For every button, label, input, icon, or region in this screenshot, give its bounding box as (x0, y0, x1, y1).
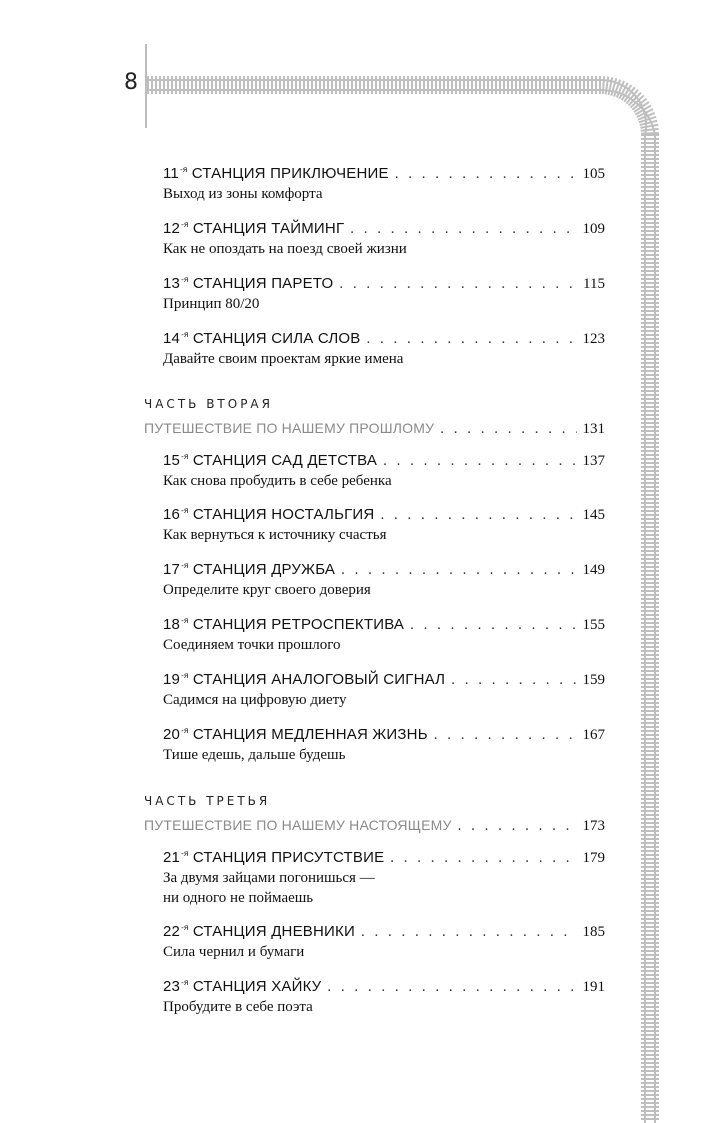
toc-entry-subtitle: Соединяем точки прошлого (163, 637, 341, 653)
toc-entry-title: $14^{-я}$ СТАНЦИЯ СИЛА СЛОВ (163, 330, 361, 347)
toc-entry[interactable] (163, 666, 605, 710)
toc-entry-title: $13^{-я}$ СТАНЦИЯ ПАРЕТО (163, 275, 334, 292)
leader-dots (380, 505, 576, 525)
leader-dots (341, 560, 576, 580)
toc-entry-page: 149 (582, 562, 605, 578)
leader-dots (451, 670, 576, 690)
leader-dots (327, 977, 576, 997)
toc-entry-page: 105 (582, 166, 605, 182)
toc-entry-page: 145 (582, 507, 605, 523)
toc-entry-subtitle: Принцип 80/20 (163, 296, 260, 312)
leader-dots (410, 615, 576, 635)
toc-entry[interactable] (163, 501, 605, 545)
part-page: 173 (582, 818, 605, 834)
leader-dots (440, 419, 576, 439)
toc-entry-subtitle: Определите круг своего доверия (163, 582, 371, 598)
part-title: ПУТЕШЕСТВИЕ ПО НАШЕМУ НАСТОЯЩЕМУ (144, 817, 452, 833)
toc-entry[interactable] (163, 447, 605, 491)
toc-entry-subtitle: Тише едешь, дальше будешь (163, 747, 346, 763)
toc-entry-subtitle: За двумя зайцами погонишься — (163, 870, 375, 886)
leader-dots (366, 329, 576, 349)
toc-entry-page: 159 (582, 672, 605, 688)
toc-entry[interactable] (163, 215, 605, 259)
toc-entry-title: $22^{-я}$ СТАНЦИЯ ДНЕВНИКИ (163, 923, 355, 940)
toc-entry-subtitle: Как снова пробудить в себе ребенка (163, 473, 392, 489)
part-label: ЧАСТЬ ТРЕТЬЯ (144, 794, 271, 808)
toc-entry[interactable] (163, 973, 605, 1017)
leader-dots (361, 922, 577, 942)
toc-entry-page: 167 (582, 727, 605, 743)
toc-entry-page: 155 (582, 617, 605, 633)
toc-entry-subtitle: Как вернуться к источнику счастья (163, 527, 387, 543)
toc-part-two[interactable] (144, 396, 605, 439)
toc-entry-page: 137 (582, 453, 605, 469)
toc-entry[interactable] (163, 611, 605, 655)
toc-part-three[interactable] (144, 793, 605, 836)
leader-dots (434, 725, 577, 745)
toc-entry-subtitle: Сила чернил и бумаги (163, 944, 305, 960)
leader-dots (395, 164, 577, 184)
toc-entry-title: $18^{-я}$ СТАНЦИЯ РЕТРОСПЕКТИВА (163, 616, 405, 633)
toc-entry-page: 179 (582, 850, 605, 866)
page-number: 8 (124, 70, 138, 95)
toc-entry-title: $11^{-я}$ СТАНЦИЯ ПРИКЛЮЧЕНИЕ (163, 165, 389, 182)
part-label: ЧАСТЬ ВТОРАЯ (144, 397, 273, 411)
toc-entry[interactable] (163, 556, 605, 600)
toc-entry[interactable] (163, 325, 605, 369)
toc-entry-page: 109 (582, 221, 605, 237)
leader-dots (383, 451, 576, 471)
toc-entry-subtitle: Пробудите в себе поэта (163, 999, 313, 1015)
toc-entry-page: 185 (582, 924, 605, 940)
rail-segment (641, 133, 659, 134)
part-page: 131 (582, 421, 605, 437)
toc-entry-title: $19^{-я}$ СТАНЦИЯ АНАЛОГОВЫЙ СИГНАЛ (163, 671, 446, 688)
toc-entry-title: $17^{-я}$ СТАНЦИЯ ДРУЖБА (163, 561, 336, 578)
toc-entry-title: $15^{-я}$ СТАНЦИЯ САД ДЕТСТВА (163, 452, 378, 469)
part-title: ПУТЕШЕСТВИЕ ПО НАШЕМУ ПРОШЛОМУ (144, 420, 435, 436)
toc-entry[interactable] (163, 721, 605, 765)
toc-entry-subtitle-line2: ни одного не поймаешь (163, 890, 314, 906)
toc-entry-title: $23^{-я}$ СТАНЦИЯ ХАЙКУ (163, 978, 322, 995)
toc-entry-title: $20^{-я}$ СТАНЦИЯ МЕДЛЕННАЯ ЖИЗНЬ (163, 726, 428, 743)
leader-dots (350, 219, 576, 239)
toc-entry-title: $12^{-я}$ СТАНЦИЯ ТАЙМИНГ (163, 220, 345, 237)
toc-entry-page: 115 (583, 276, 605, 292)
leader-dots (390, 848, 576, 868)
toc-entry-subtitle: Садимся на цифровую диету (163, 692, 347, 708)
leader-dots (339, 274, 577, 294)
toc-entry-title: $21^{-я}$ СТАНЦИЯ ПРИСУТСТВИЕ (163, 849, 385, 866)
leader-dots (458, 816, 577, 836)
rail-segment (641, 129, 659, 131)
toc-entry[interactable] (163, 160, 605, 204)
toc-entry-page: 123 (582, 331, 605, 347)
toc-entry[interactable] (163, 918, 605, 962)
rail-segment (603, 76, 604, 94)
toc-entry-page: 191 (582, 979, 605, 995)
toc-entry-subtitle: Давайте своим проектам яркие имена (163, 351, 404, 367)
header-divider (145, 44, 147, 128)
toc-entry[interactable] (163, 844, 605, 908)
toc-entry-subtitle: Как не опоздать на поезд своей жизни (163, 241, 407, 257)
toc-entry-subtitle: Выход из зоны комфорта (163, 186, 323, 202)
toc-entry-title: $16^{-я}$ СТАНЦИЯ НОСТАЛЬГИЯ (163, 506, 375, 523)
toc-entry[interactable] (163, 270, 605, 314)
